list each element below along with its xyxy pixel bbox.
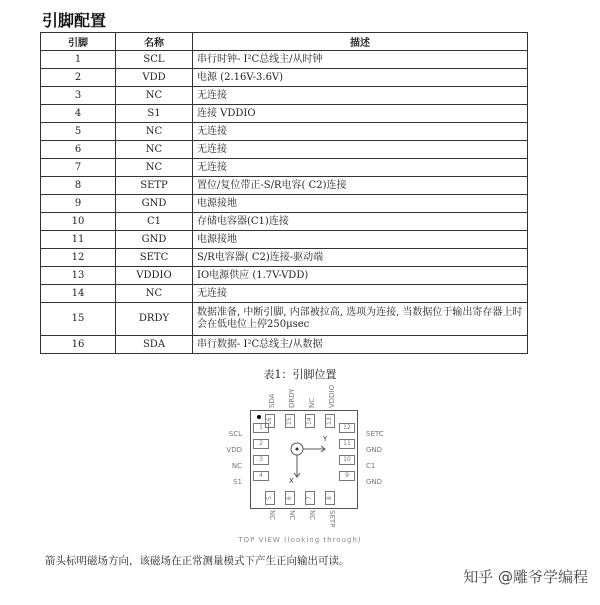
pin-label: NC: [288, 510, 296, 521]
pad: 14: [305, 414, 315, 428]
pin-label: SETP: [328, 510, 336, 528]
table-row: [41, 69, 528, 87]
pin-number: 7: [41, 159, 116, 177]
pin-number: 14: [41, 285, 116, 303]
pin-name: VDD: [116, 69, 193, 87]
pin-label: SDA: [268, 393, 276, 408]
pin-description: 无连接: [193, 141, 528, 159]
chip-package: [250, 410, 358, 509]
pin-label: VDDIO: [328, 384, 336, 408]
table-row: [41, 159, 528, 177]
pin-number: 8: [41, 177, 116, 195]
pin-number: 5: [41, 123, 116, 141]
pin-label: C1: [366, 462, 376, 470]
pin-name: C1: [116, 213, 193, 231]
pad: 13: [325, 414, 335, 428]
pin-label: S1: [233, 478, 242, 486]
pin-number: 3: [41, 87, 116, 105]
table-row: [41, 195, 528, 213]
pad: 9: [339, 471, 355, 481]
axis-arrows-icon: [287, 439, 337, 489]
pad: 4: [253, 471, 269, 481]
pin-description: IO电源供应 (1.7V-VDD): [193, 267, 528, 285]
table-row: [41, 141, 528, 159]
pad: 8: [325, 491, 335, 505]
pin-label: NC: [308, 510, 316, 521]
pin-number: 2: [41, 69, 116, 87]
table-row: [41, 177, 528, 195]
pin-number: 16: [41, 336, 116, 354]
pin-number: 11: [41, 231, 116, 249]
table-row: [41, 336, 528, 354]
pin-name: DRDY: [116, 303, 193, 336]
axis-y-label: Y: [323, 435, 328, 443]
pin-description: 电源接地: [193, 231, 528, 249]
pin-name: NC: [116, 141, 193, 159]
pin-number: 4: [41, 105, 116, 123]
pin-name: NC: [116, 285, 193, 303]
pad: 5: [265, 491, 275, 505]
pad: 11: [339, 439, 355, 449]
pin-name: GND: [116, 231, 193, 249]
pad: 3: [253, 455, 269, 465]
pin-name: S1: [116, 105, 193, 123]
pin-number: 1: [41, 51, 116, 69]
header-desc: 描述: [193, 33, 528, 51]
pin-name: NC: [116, 87, 193, 105]
pin-number: 12: [41, 249, 116, 267]
axis-x-label: X: [289, 477, 294, 485]
pin-label: GND: [366, 446, 383, 454]
pin-name: SETC: [116, 249, 193, 267]
table-row: [41, 285, 528, 303]
pin-description: 无连接: [193, 123, 528, 141]
pin-table: [40, 32, 528, 354]
pin-name: SDA: [116, 336, 193, 354]
pin-description: 无连接: [193, 159, 528, 177]
table-row: [41, 231, 528, 249]
pin-number: 9: [41, 195, 116, 213]
table-row: [41, 87, 528, 105]
pin-number: 13: [41, 267, 116, 285]
pad: 2: [253, 439, 269, 449]
pin-description: 数据准备, 中断引脚, 内部被拉高, 选项为连接, 当数据位于输出寄存器上时会在低电位上停250μsec: [193, 303, 528, 336]
pin-description: 电源接地: [193, 195, 528, 213]
pin-description: 无连接: [193, 87, 528, 105]
pad: 1: [253, 423, 269, 433]
pin1-dot-icon: [257, 415, 261, 419]
pin-name: NC: [116, 159, 193, 177]
pin-name: SETP: [116, 177, 193, 195]
pin-description: 置位/复位带正-S/R电容( C2)连接: [193, 177, 528, 195]
pin-number: 15: [41, 303, 116, 336]
pin-description: 无连接: [193, 285, 528, 303]
pad: 6: [285, 491, 295, 505]
pin-description: 串行时钟- I²C总线主/从时钟: [193, 51, 528, 69]
header-pin: 引脚: [41, 33, 116, 51]
pin-description: 串行数据- I²C总线主/从数据: [193, 336, 528, 354]
pin-name: VDDIO: [116, 267, 193, 285]
figure-caption: 表1：引脚位置: [263, 368, 337, 381]
header-name: 名称: [116, 33, 193, 51]
section-title: 引脚配置: [42, 11, 107, 30]
pin-name: GND: [116, 195, 193, 213]
table-row: [41, 303, 528, 336]
pin-label: NC: [231, 462, 242, 470]
pin-number: 6: [41, 141, 116, 159]
pin-description: S/R电容器( C2)连接-驱动端: [193, 249, 528, 267]
table-row: [41, 51, 528, 69]
pin-label: DRDY: [288, 388, 296, 408]
pad: 10: [339, 455, 355, 465]
pin-number: 10: [41, 213, 116, 231]
pin-label: SCL: [228, 430, 242, 438]
pin-description: 连接 VDDIO: [193, 105, 528, 123]
pin-label: VDD: [226, 446, 242, 454]
table-row: [41, 213, 528, 231]
table-row: [41, 249, 528, 267]
table-row: [41, 267, 528, 285]
footer-note: 箭头标明磁场方向，该磁场在正常测量模式下产生正向输出可读。: [45, 555, 350, 567]
table-row: [41, 105, 528, 123]
pad: 12: [339, 423, 355, 433]
pin-label: NC: [268, 510, 276, 521]
pin-label: NC: [308, 397, 316, 408]
pin-label: SETC: [366, 430, 384, 438]
top-view-label: TOP VIEW (looking through): [238, 536, 362, 544]
pin-name: SCL: [116, 51, 193, 69]
pin-description: 电源 (2.16V-3.6V): [193, 69, 528, 87]
watermark: 知乎 @雕爷学编程: [463, 568, 588, 586]
pad: 16: [265, 414, 275, 428]
pin-name: NC: [116, 123, 193, 141]
pin-description: 存储电容器(C1)连接: [193, 213, 528, 231]
pad: 15: [285, 414, 295, 428]
table-row: [41, 123, 528, 141]
pin-label: GND: [366, 478, 383, 486]
pad: 7: [305, 491, 315, 505]
